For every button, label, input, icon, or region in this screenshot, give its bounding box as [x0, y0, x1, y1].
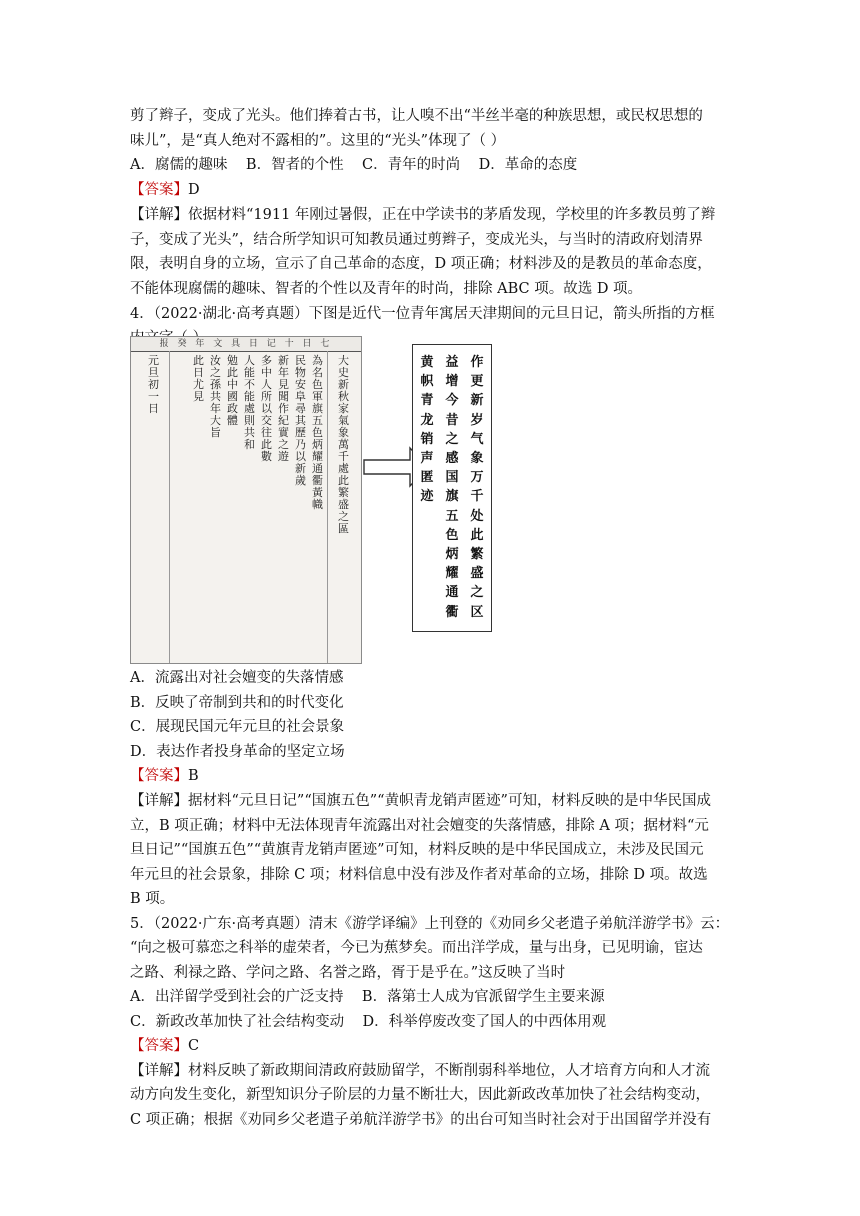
- q5-option-d: D．科举停废改变了国人的中西体用观: [362, 1014, 607, 1030]
- q5-option-a: A．出洋留学受到社会的广泛支持: [130, 989, 344, 1005]
- q4-option-d: D．表达作者投身革命的坚定立场: [130, 744, 345, 760]
- boxed-text-column-3: 黄帜青龙销声匿迹: [420, 355, 434, 505]
- boxed-text-column-2: 益增今昔之感国旗五色炳耀通衢: [445, 355, 459, 620]
- q5-stem-line-2: “向之极可慕恋之科举的虚荣者，今已为蕉梦矣。而出洋学成，量与出身，已见明谕，宦达: [130, 940, 703, 956]
- q5-detail-line-2: 动方向发生变化，新型知识分子阶层的力量不断壮大，因此新政改革加快了社会结构变动，: [130, 1087, 710, 1103]
- diary-scan-column: 民物安阜尋其歷乃以新歲: [295, 354, 306, 487]
- q4-detail-line-5: B 项。: [130, 891, 175, 907]
- diary-scan-image: [130, 336, 362, 664]
- q3-option-d: D．革命的态度: [478, 157, 578, 173]
- q4-stem-line-1: 4．（2022·湖北·高考真题）下图是近代一位青年寓居天津期间的元旦日记，箭头所指的方框: [130, 306, 715, 322]
- q4-option-a: A．流露出对社会嬗变的失落情感: [130, 670, 344, 686]
- diary-scan-column: 大史新秋家氣象萬千處此繁盛之區: [338, 354, 349, 535]
- q3-stem-line-1: 剪了辫子，变成了光头。他们捧着古书，让人嗅不出“半丝半毫的种族思想，或民权思想的: [130, 108, 703, 124]
- diary-scan-header: 报 癸 年 文 具 日 记 十 日 七: [131, 337, 361, 352]
- q5-detail-line-1: [130, 1059, 740, 1084]
- q4-detail-line-1: [130, 789, 740, 814]
- q4-detail-text-1: 据材料“元旦日记”“国旗五色”“黄帜青龙销声匿迹”可知，材料反映的是中华民国成: [188, 793, 711, 809]
- q4-option-c: C．展现民国元年元旦的社会景象: [130, 719, 345, 735]
- q3-options: [130, 153, 740, 178]
- q5-stem-line-3: 之路、利禄之路、学问之路、名誉之路，胥于是乎在。”这反映了当时: [130, 965, 566, 981]
- q3-detail-line-2: 子，变成了光头”，结合所学知识可知教员通过剪辫子，变成光头，与当时的清政府划清界: [130, 232, 703, 248]
- diary-scan-column: 勉此中國政體: [227, 354, 238, 427]
- q5-detail-tag: 【详解】: [130, 1063, 188, 1079]
- q5-answer-tag: 【答案】: [130, 1038, 188, 1054]
- diary-figure: [130, 336, 495, 662]
- q4-detail-line-3: 旦日记”“国旗五色”“黄旗青龙销声匿迹”可知，材料反映的是中华民国成立，未涉及民国元: [130, 842, 704, 858]
- q5-answer: [130, 1034, 740, 1059]
- q5-stem-line-1: 5．（2022·广东·高考真题）清末《游学译编》上刊登的《劝同乡父老遣子弟航洋游学书》云：: [130, 916, 730, 932]
- q4-detail-tag: 【详解】: [130, 793, 188, 809]
- q3-option-c: C．青年的时尚: [362, 157, 461, 173]
- q5-detail-line-3: C 项正确；根据《劝同乡父老遣子弟航洋游学书》的出台可知当时社会对于出国留学并没有: [130, 1112, 712, 1128]
- q4-answer-tag: 【答案】: [130, 768, 188, 784]
- q5-option-b: B．落第士人成为官派留学生主要来源: [361, 989, 605, 1005]
- q5-option-c: C．新政改革加快了社会结构变动: [130, 1014, 345, 1030]
- diary-scan-column: 汝之孫共年大旨: [210, 354, 221, 439]
- boxed-text: [412, 344, 492, 632]
- q4-detail-line-2: 立，B 项正确；材料中无法体现青年流露出对社会嬗变的失落情感，排除 A 项；据材料“元: [130, 818, 709, 834]
- scan-column-rule: [169, 351, 170, 663]
- scan-column-rule: [327, 351, 328, 663]
- diary-scan-column: 人能不能處則共和: [244, 354, 255, 451]
- diary-scan-column: 元旦初一日: [148, 354, 159, 415]
- q3-option-b: B．智者的个性: [245, 157, 344, 173]
- q3-detail-line-4: 不能体现腐儒的趣味、智者的个性以及青年的时尚，排除 ABC 项。故选 D 项。: [130, 281, 643, 297]
- q3-answer-tag: 【答案】: [130, 182, 188, 198]
- diary-scan-column: 此日尤見: [193, 354, 204, 403]
- q3-answer-value: D: [188, 182, 200, 198]
- q4-detail-line-4: 年元旦的社会景象，排除 C 项；材料信息中没有涉及作者对革命的立场，排除 D 项。故选: [130, 867, 708, 883]
- diary-scan-column: 新年見聞作紀實之遊: [278, 354, 289, 463]
- q3-answer: [130, 178, 740, 203]
- q5-answer-value: C: [188, 1038, 200, 1054]
- q3-detail-line-1: [130, 203, 740, 228]
- q4-option-b: B．反映了帝制到共和的时代变化: [130, 695, 344, 711]
- diary-scan-column: 多中人所以交往此數: [261, 354, 272, 463]
- q4-answer-value: B: [188, 768, 199, 784]
- q3-detail-line-3: 限，表明自身的立场，宣示了自己革命的态度，D 项正确；材料涉及的是教员的革命态度，: [130, 256, 712, 272]
- q3-detail-tag: 【详解】: [130, 207, 188, 223]
- q5-options-row-1: [130, 985, 740, 1010]
- q3-detail-text-1: 依据材料“1911 年刚过暑假，正在中学读书的茅盾发现，学校里的许多教员剪了辫: [188, 207, 716, 223]
- q4-answer: [130, 764, 740, 789]
- q3-option-a: A．腐儒的趣味: [130, 157, 228, 173]
- boxed-text-column-1: 作更新岁气象万千处此繁盛之区: [470, 355, 484, 620]
- q5-detail-text-1: 材料反映了新政期间清政府鼓励留学，不断削弱科举地位，人才培育方向和人才流: [188, 1063, 710, 1079]
- diary-scan-column: 為名色軍旗五色炳耀通衢黃幟: [312, 354, 323, 511]
- q5-options-row-2: [130, 1010, 740, 1035]
- q3-stem-line-2: 味儿”，是“真人绝对不露相的”。这里的“光头”体现了（ ）: [130, 133, 506, 149]
